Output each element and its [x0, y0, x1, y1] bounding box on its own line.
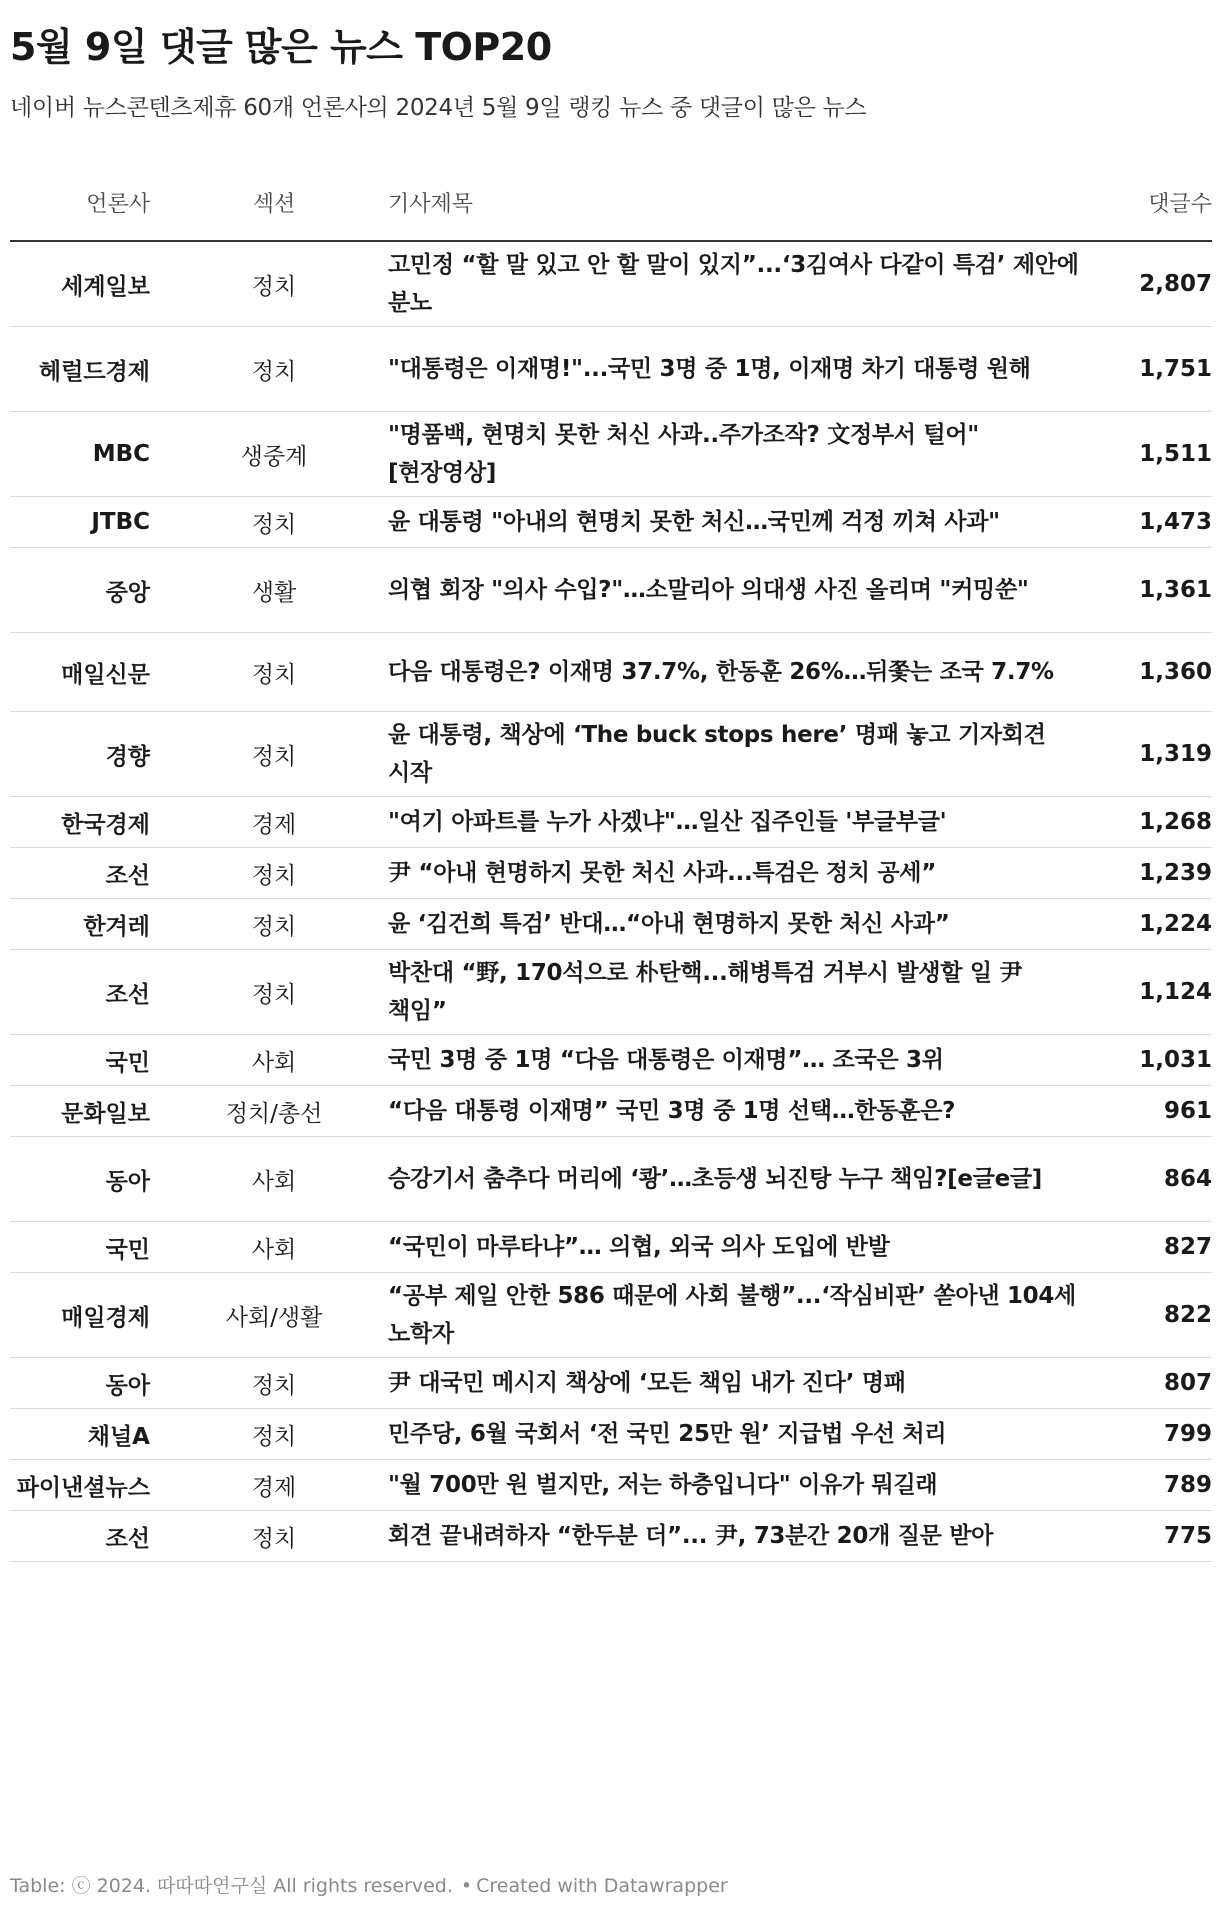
cell-comments	[1102, 950, 1212, 1034]
cell-comments-text: 789	[1163, 1472, 1212, 1498]
cell-comments	[1102, 1086, 1212, 1136]
cell-headline-text: "월 700만 원 벌지만, 저는 하층입니다" 이유가 뭐길래	[388, 1472, 938, 1498]
cell-comments	[1102, 1273, 1212, 1357]
cell-headline	[388, 1137, 1088, 1221]
cell-headline	[388, 1409, 1088, 1459]
cell-headline-text: 박찬대 “野, 170석으로 朴탄핵...해병특검 거부시 발생할 일 尹 책임”	[388, 960, 1023, 1024]
cell-comments	[1102, 1460, 1212, 1510]
cell-outlet-text: 매일신문	[61, 661, 150, 688]
table-row	[10, 1409, 1212, 1460]
cell-headline-text: “공부 제일 안한 586 때문에 사회 불행”...‘작심비판’ 쏟아낸 104세 노학자	[388, 1283, 1076, 1347]
cell-comments-text: 1,751	[1139, 356, 1212, 382]
cell-outlet	[10, 1222, 150, 1272]
cell-headline-text: 다음 대통령은? 이재명 37.7%, 한동훈 26%…뒤쫓는 조국 7.7%	[388, 659, 1054, 685]
table-row	[10, 327, 1212, 412]
cell-section	[174, 1273, 374, 1357]
cell-headline-text: 윤 ‘김건희 특검’ 반대…“아내 현명하지 못한 처신 사과”	[388, 911, 950, 937]
cell-headline	[388, 899, 1088, 949]
cell-headline	[388, 797, 1088, 847]
cell-headline	[388, 327, 1088, 411]
table-row	[10, 848, 1212, 899]
cell-outlet	[10, 1086, 150, 1136]
cell-comments-text: 1,360	[1139, 659, 1212, 685]
cell-section	[174, 327, 374, 411]
cell-section-text: 정치	[251, 1372, 297, 1399]
cell-headline-text: 국민 3명 중 1명 “다음 대통령은 이재명”… 조국은 3위	[388, 1047, 944, 1073]
cell-section	[174, 1086, 374, 1136]
cell-comments	[1102, 848, 1212, 898]
cell-headline	[388, 1035, 1088, 1085]
cell-headline	[388, 242, 1088, 326]
table-row	[10, 497, 1212, 548]
cell-outlet	[10, 848, 150, 898]
cell-headline	[388, 1273, 1088, 1357]
cell-headline	[388, 1511, 1088, 1561]
cell-section-text: 경제	[251, 811, 297, 838]
cell-comments	[1102, 242, 1212, 326]
cell-comments	[1102, 1358, 1212, 1408]
table-row	[10, 712, 1212, 797]
cell-outlet-text: 문화일보	[61, 1100, 150, 1127]
cell-outlet-text: 경향	[105, 743, 150, 770]
cell-section-text: 사회	[251, 1236, 297, 1263]
cell-outlet-text: 파이낸셜뉴스	[16, 1474, 150, 1501]
cell-section-text: 정치	[251, 913, 297, 940]
cell-outlet	[10, 497, 150, 547]
cell-headline	[388, 497, 1088, 547]
cell-outlet-text: 조선	[105, 1525, 150, 1552]
table-row	[10, 899, 1212, 950]
cell-headline	[388, 950, 1088, 1034]
table-row	[10, 1511, 1212, 1562]
footer-separator: •	[460, 1875, 473, 1897]
chart-subtitle: 네이버 뉴스콘텐츠제휴 60개 언론사의 2024년 5월 9일 랭킹 뉴스 중 댓글이 많은 뉴스	[10, 95, 867, 121]
cell-headline	[388, 712, 1088, 796]
cell-comments-text: 1,124	[1139, 979, 1212, 1005]
cell-headline-text: 윤 대통령 "아내의 현명치 못한 처신…국민께 걱정 끼쳐 사과"	[388, 509, 1000, 535]
cell-headline	[388, 548, 1088, 632]
cell-section-text: 생중계	[240, 443, 308, 470]
cell-outlet	[10, 633, 150, 711]
cell-headline	[388, 412, 1088, 496]
cell-section	[174, 633, 374, 711]
cell-section	[174, 950, 374, 1034]
cell-outlet-text: 세계일보	[61, 273, 150, 300]
cell-comments-text: 1,361	[1139, 577, 1212, 603]
cell-outlet-text: 조선	[105, 862, 150, 889]
cell-section-text: 정치	[251, 661, 297, 688]
cell-outlet-text: JTBC	[91, 509, 150, 535]
cell-headline-text: 尹 “아내 현명하지 못한 처신 사과...특검은 정치 공세”	[388, 860, 937, 886]
cell-outlet	[10, 1035, 150, 1085]
table-row	[10, 1222, 1212, 1273]
cell-outlet	[10, 412, 150, 496]
cell-outlet	[10, 950, 150, 1034]
cell-outlet-text: 동아	[105, 1372, 150, 1399]
cell-section	[174, 1511, 374, 1561]
cell-section-text: 정치	[251, 743, 297, 770]
cell-comments-text: 1,319	[1139, 741, 1212, 767]
cell-outlet-text: MBC	[92, 441, 150, 467]
cell-section-text: 경제	[251, 1474, 297, 1501]
cell-headline	[388, 633, 1088, 711]
cell-section	[174, 797, 374, 847]
cell-comments	[1102, 1035, 1212, 1085]
table-row	[10, 797, 1212, 848]
cell-headline-text: “국민이 마루타냐”… 의협, 외국 의사 도입에 반발	[388, 1234, 890, 1260]
footer-tool-link[interactable]: Created with Datawrapper	[476, 1875, 728, 1897]
chart-title: 5월 9일 댓글 많은 뉴스 TOP20	[10, 25, 552, 69]
cell-section-text: 사회/생활	[225, 1304, 323, 1331]
cell-headline-text: 의협 회장 "의사 수입?"…소말리아 의대생 사진 올리며 "커밍쑨"	[388, 577, 1029, 603]
cell-outlet	[10, 1273, 150, 1357]
cell-comments-text: 807	[1163, 1370, 1212, 1396]
table-row	[10, 633, 1212, 712]
cell-section-text: 사회	[251, 1049, 297, 1076]
cell-comments	[1102, 1222, 1212, 1272]
cell-outlet	[10, 899, 150, 949]
cell-headline-text: 고민정 “할 말 있고 안 할 말이 있지”...‘3김여사 다같이 특검’ 제안에 분노	[388, 252, 1079, 316]
cell-outlet-text: 조선	[105, 981, 150, 1008]
cell-outlet	[10, 1137, 150, 1221]
cell-headline	[388, 1086, 1088, 1136]
cell-section	[174, 1035, 374, 1085]
cell-comments	[1102, 1409, 1212, 1459]
footer	[10, 1872, 728, 1900]
cell-headline	[388, 1460, 1088, 1510]
cell-outlet	[10, 1358, 150, 1408]
cell-section-text: 정치	[251, 358, 297, 385]
cell-section	[174, 1409, 374, 1459]
table-row	[10, 548, 1212, 633]
cell-section-text: 사회	[251, 1168, 297, 1195]
cell-headline-text: “다음 대통령 이재명” 국민 3명 중 1명 선택…한동훈은?	[388, 1098, 956, 1124]
cell-comments	[1102, 899, 1212, 949]
cell-section-text: 정치/총선	[225, 1100, 323, 1127]
cell-headline-text: 승강기서 춤추다 머리에 ‘쾅’…초등생 뇌진탕 누구 책임?[e글e글]	[388, 1166, 1042, 1192]
table-row	[10, 1137, 1212, 1222]
cell-headline	[388, 1222, 1088, 1272]
cell-comments-text: 827	[1163, 1234, 1212, 1260]
cell-comments-text: 1,268	[1139, 809, 1212, 835]
table-row	[10, 950, 1212, 1035]
cell-section	[174, 848, 374, 898]
table-row	[10, 242, 1212, 327]
cell-section	[174, 712, 374, 796]
cell-outlet-text: 국민	[105, 1049, 150, 1076]
cell-section	[174, 497, 374, 547]
cell-headline-text: "대통령은 이재명!"...국민 3명 중 1명, 이재명 차기 대통령 원해	[388, 356, 1031, 382]
cell-headline	[388, 1358, 1088, 1408]
cell-outlet-text: 헤럴드경제	[38, 358, 150, 385]
cell-comments	[1102, 1137, 1212, 1221]
cell-outlet	[10, 548, 150, 632]
cell-comments	[1102, 633, 1212, 711]
table-row	[10, 1086, 1212, 1137]
table-row	[10, 412, 1212, 497]
cell-comments-text: 799	[1163, 1421, 1212, 1447]
cell-comments-text: 1,511	[1139, 441, 1212, 467]
column-header-section[interactable]: 섹션	[252, 192, 296, 217]
cell-comments	[1102, 1511, 1212, 1561]
cell-headline-text: 尹 대국민 메시지 책상에 ‘모든 책임 내가 진다’ 명패	[388, 1370, 906, 1396]
cell-section-text: 정치	[251, 862, 297, 889]
cell-comments-text: 775	[1163, 1523, 1212, 1549]
table-row	[10, 1460, 1212, 1511]
table-header	[10, 180, 1212, 242]
cell-outlet	[10, 242, 150, 326]
cell-section	[174, 1358, 374, 1408]
column-header-comments[interactable]: 댓글수	[1148, 192, 1212, 217]
cell-section	[174, 1460, 374, 1510]
cell-outlet	[10, 797, 150, 847]
cell-comments	[1102, 712, 1212, 796]
cell-comments-text: 2,807	[1139, 271, 1212, 297]
cell-comments	[1102, 797, 1212, 847]
cell-comments-text: 1,224	[1139, 911, 1212, 937]
cell-outlet	[10, 712, 150, 796]
table-row	[10, 1035, 1212, 1086]
cell-section	[174, 1222, 374, 1272]
cell-section-text: 정치	[251, 273, 297, 300]
cell-comments-text: 822	[1163, 1302, 1212, 1328]
cell-section	[174, 548, 374, 632]
cell-section-text: 정치	[251, 511, 297, 538]
cell-outlet-text: 국민	[105, 1236, 150, 1263]
cell-section	[174, 242, 374, 326]
cell-section	[174, 412, 374, 496]
cell-section	[174, 1137, 374, 1221]
cell-headline	[388, 848, 1088, 898]
footer-credit: Table: ⓒ 2024. 따따따연구실 All rights reserved.	[10, 1875, 453, 1897]
cell-outlet	[10, 327, 150, 411]
cell-comments-text: 1,031	[1139, 1047, 1212, 1073]
table-row	[10, 1273, 1212, 1358]
cell-comments	[1102, 412, 1212, 496]
cell-outlet-text: 동아	[105, 1168, 150, 1195]
cell-outlet	[10, 1460, 150, 1510]
cell-comments-text: 1,239	[1139, 860, 1212, 886]
cell-comments-text: 1,473	[1139, 509, 1212, 535]
column-header-outlet[interactable]: 언론사	[86, 192, 150, 217]
cell-headline-text: "여기 아파트를 누가 사겠냐"…일산 집주인들 '부글부글'	[388, 809, 947, 835]
cell-outlet-text: 한국경제	[61, 811, 150, 838]
cell-headline-text: 민주당, 6월 국회서 ‘전 국민 25만 원’ 지급법 우선 처리	[388, 1421, 947, 1447]
cell-comments-text: 864	[1163, 1166, 1212, 1192]
column-header-headline[interactable]: 기사제목	[388, 192, 474, 217]
cell-outlet-text: 중앙	[105, 579, 150, 606]
cell-outlet	[10, 1409, 150, 1459]
cell-section-text: 정치	[251, 981, 297, 1008]
table-row	[10, 1358, 1212, 1409]
cell-outlet-text: 매일경제	[61, 1304, 150, 1331]
cell-headline-text: "명품백, 현명치 못한 처신 사과..주가조작? 文정부서 털어" [현장영상]	[388, 422, 979, 486]
cell-section	[174, 899, 374, 949]
cell-section-text: 정치	[251, 1525, 297, 1552]
cell-comments-text: 961	[1163, 1098, 1212, 1124]
cell-headline-text: 윤 대통령, 책상에 ‘The buck stops here’ 명패 놓고 기자회견 시작	[388, 722, 1046, 786]
cell-comments	[1102, 327, 1212, 411]
cell-headline-text: 회견 끝내려하자 “한두분 더”... 尹, 73분간 20개 질문 받아	[388, 1523, 994, 1549]
cell-outlet	[10, 1511, 150, 1561]
cell-comments	[1102, 497, 1212, 547]
cell-outlet-text: 한겨레	[83, 913, 150, 940]
cell-outlet-text: 채널A	[87, 1423, 150, 1450]
cell-section-text: 생활	[251, 579, 297, 606]
cell-section-text: 정치	[251, 1423, 297, 1450]
cell-comments	[1102, 548, 1212, 632]
